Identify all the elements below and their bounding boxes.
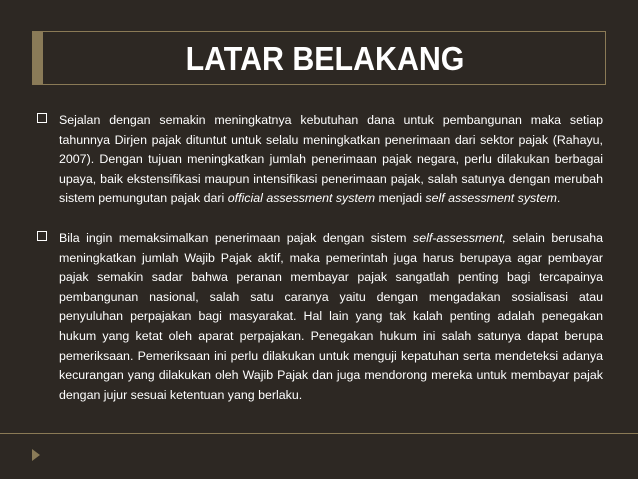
square-bullet-icon: [37, 113, 47, 123]
text-run: Sejalan dengan semakin meningkatnya kebutuhan dana untuk pembangunan maka setiap tahunnya Dirjen pajak dituntut untuk selalu meningkatkan penerimaan dari sektor pajak (Rahayu, 2007). Dengan tujuan meningkatkan jumlah penerimaan pajak negara, perlu dilakukan berbagai upaya, baik ekstensifikasi maupun intensifikasi penerimaan pajak, salah satunya dengan merubah sistem pemungutan pajak dari: [59, 113, 603, 206]
italic-text-run: self-assessment,: [413, 230, 506, 245]
bullet-text: [59, 111, 603, 209]
bullet-text: [59, 229, 603, 405]
triangle-arrow-icon: [32, 449, 40, 461]
bullet-item: [37, 111, 603, 209]
slide-content: [37, 111, 603, 425]
square-bullet-icon: [37, 231, 47, 241]
italic-text-run: self assessment system: [425, 191, 557, 206]
text-run: menjadi: [375, 191, 426, 206]
bullet-item: [37, 229, 603, 405]
text-run: .: [556, 191, 561, 206]
text-run: selain berusaha meningkatkan jumlah Wajib Pajak aktif, maka pemerintah juga harus berupaya agar pembayar pajak semakin sadar bahwa peranan membayar pajak sangatlah penting bagi tercapainya pembangunan nasional, salah satu caranya yaitu dengan mengadakan sosialisasi atau penyuluhan perpajakan bagi masyarakat. Hal lain yang tak kalah penting adalah penegakan hukum yang ketat oleh aparat perpajakan. Penegakan hukum ini salah satunya dapat berupa pemeriksaan. Pemeriksaan ini perlu dilakukan untuk menguji kepatuhan serta mendeteksi adanya kecurangan yang dilakukan oleh Wajib Pajak dan juga mendorong mereka untuk membayar pajak dengan jujur sesuai ketentuan yang berlaku.: [59, 230, 603, 402]
title-accent-bar: [33, 32, 43, 84]
slide-title: LATAR BELAKANG: [185, 40, 465, 77]
italic-text-run: official assessment system: [227, 191, 376, 206]
text-run: Bila ingin memaksimalkan penerimaan pajak dengan sistem: [59, 230, 413, 245]
footer-divider: [0, 433, 638, 434]
